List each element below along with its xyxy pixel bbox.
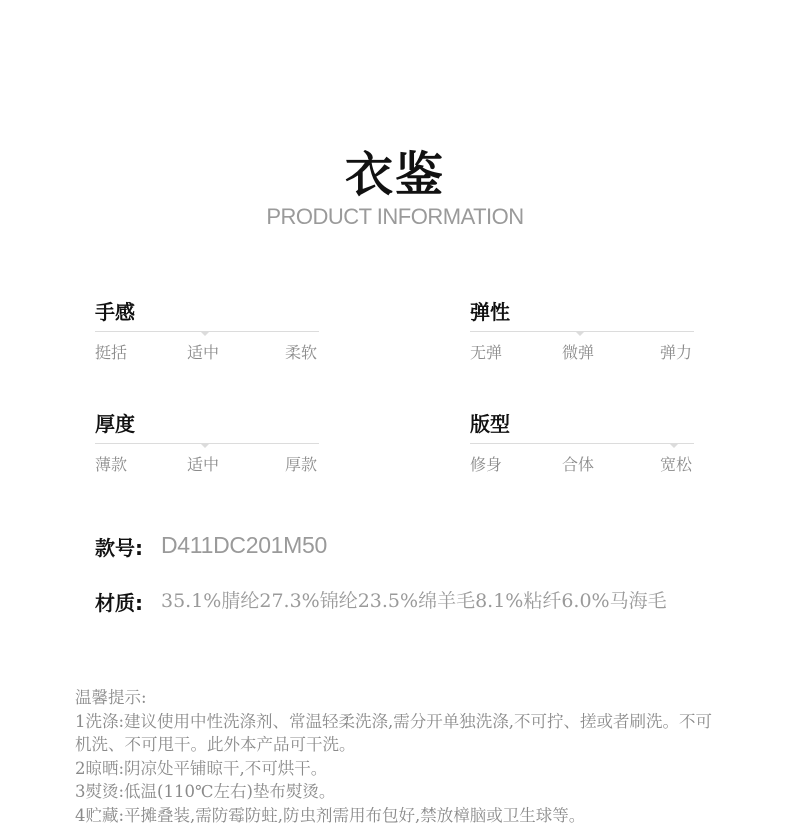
care-tip-storage: 4贮藏:平摊叠装,需防霉防蛀,防虫剂需用布包好,禁放樟脑或卫生球等。 bbox=[75, 804, 715, 827]
attribute-marker bbox=[576, 332, 584, 336]
attribute-scale-bar bbox=[95, 331, 319, 332]
material-value: 35.1%腈纶27.3%锦纶23.5%绵羊毛8.1%粘纤6.0%马海毛 bbox=[161, 587, 701, 616]
attribute-option: 适中 bbox=[187, 452, 219, 475]
care-tip-iron: 3熨烫:低温(110℃左右)垫布熨烫。 bbox=[75, 780, 715, 804]
attribute-elasticity bbox=[470, 299, 694, 362]
attribute-scale-bar bbox=[470, 443, 694, 444]
attribute-option: 厚款 bbox=[285, 452, 317, 475]
attribute-feel bbox=[95, 299, 319, 362]
attribute-option: 挺括 bbox=[95, 340, 127, 363]
attribute-fit bbox=[470, 411, 694, 474]
attribute-option: 微弹 bbox=[562, 340, 594, 363]
attribute-option: 柔软 bbox=[285, 340, 317, 363]
care-tips-heading: 温馨提示: bbox=[75, 686, 715, 710]
attribute-scale-bar bbox=[470, 331, 694, 332]
care-tips bbox=[75, 686, 715, 827]
attribute-option: 无弹 bbox=[470, 340, 502, 363]
attribute-title: 厚度 bbox=[95, 411, 319, 437]
style-number-value: D411DC201M50 bbox=[161, 532, 701, 558]
attribute-scale-bar bbox=[95, 443, 319, 444]
style-number-label: 款号: bbox=[95, 532, 143, 561]
attribute-title: 版型 bbox=[470, 411, 694, 437]
care-tip-dry: 2晾晒:阴凉处平铺晾干,不可烘干。 bbox=[75, 757, 715, 781]
attribute-marker bbox=[201, 332, 209, 336]
attribute-title: 弹性 bbox=[470, 299, 694, 325]
page-subtitle: PRODUCT INFORMATION bbox=[0, 204, 790, 230]
material-label: 材质: bbox=[95, 587, 143, 616]
attribute-option: 宽松 bbox=[660, 452, 692, 475]
attribute-thickness bbox=[95, 411, 319, 474]
attribute-option: 弹力 bbox=[660, 340, 692, 363]
care-tip-wash: 1洗涤:建议使用中性洗涤剂、常温轻柔洗涤,需分开单独洗涤,不可拧、搓或者刷洗。不可机洗、不可甩干。此外本产品可干洗。 bbox=[75, 710, 715, 757]
attribute-title: 手感 bbox=[95, 299, 319, 325]
attribute-option: 适中 bbox=[187, 340, 219, 363]
attribute-marker bbox=[201, 444, 209, 448]
attribute-option: 修身 bbox=[470, 452, 502, 475]
page-title: 衣鉴 bbox=[0, 136, 790, 205]
attribute-marker bbox=[670, 444, 678, 448]
attribute-option: 薄款 bbox=[95, 452, 127, 475]
attribute-option: 合体 bbox=[562, 452, 594, 475]
